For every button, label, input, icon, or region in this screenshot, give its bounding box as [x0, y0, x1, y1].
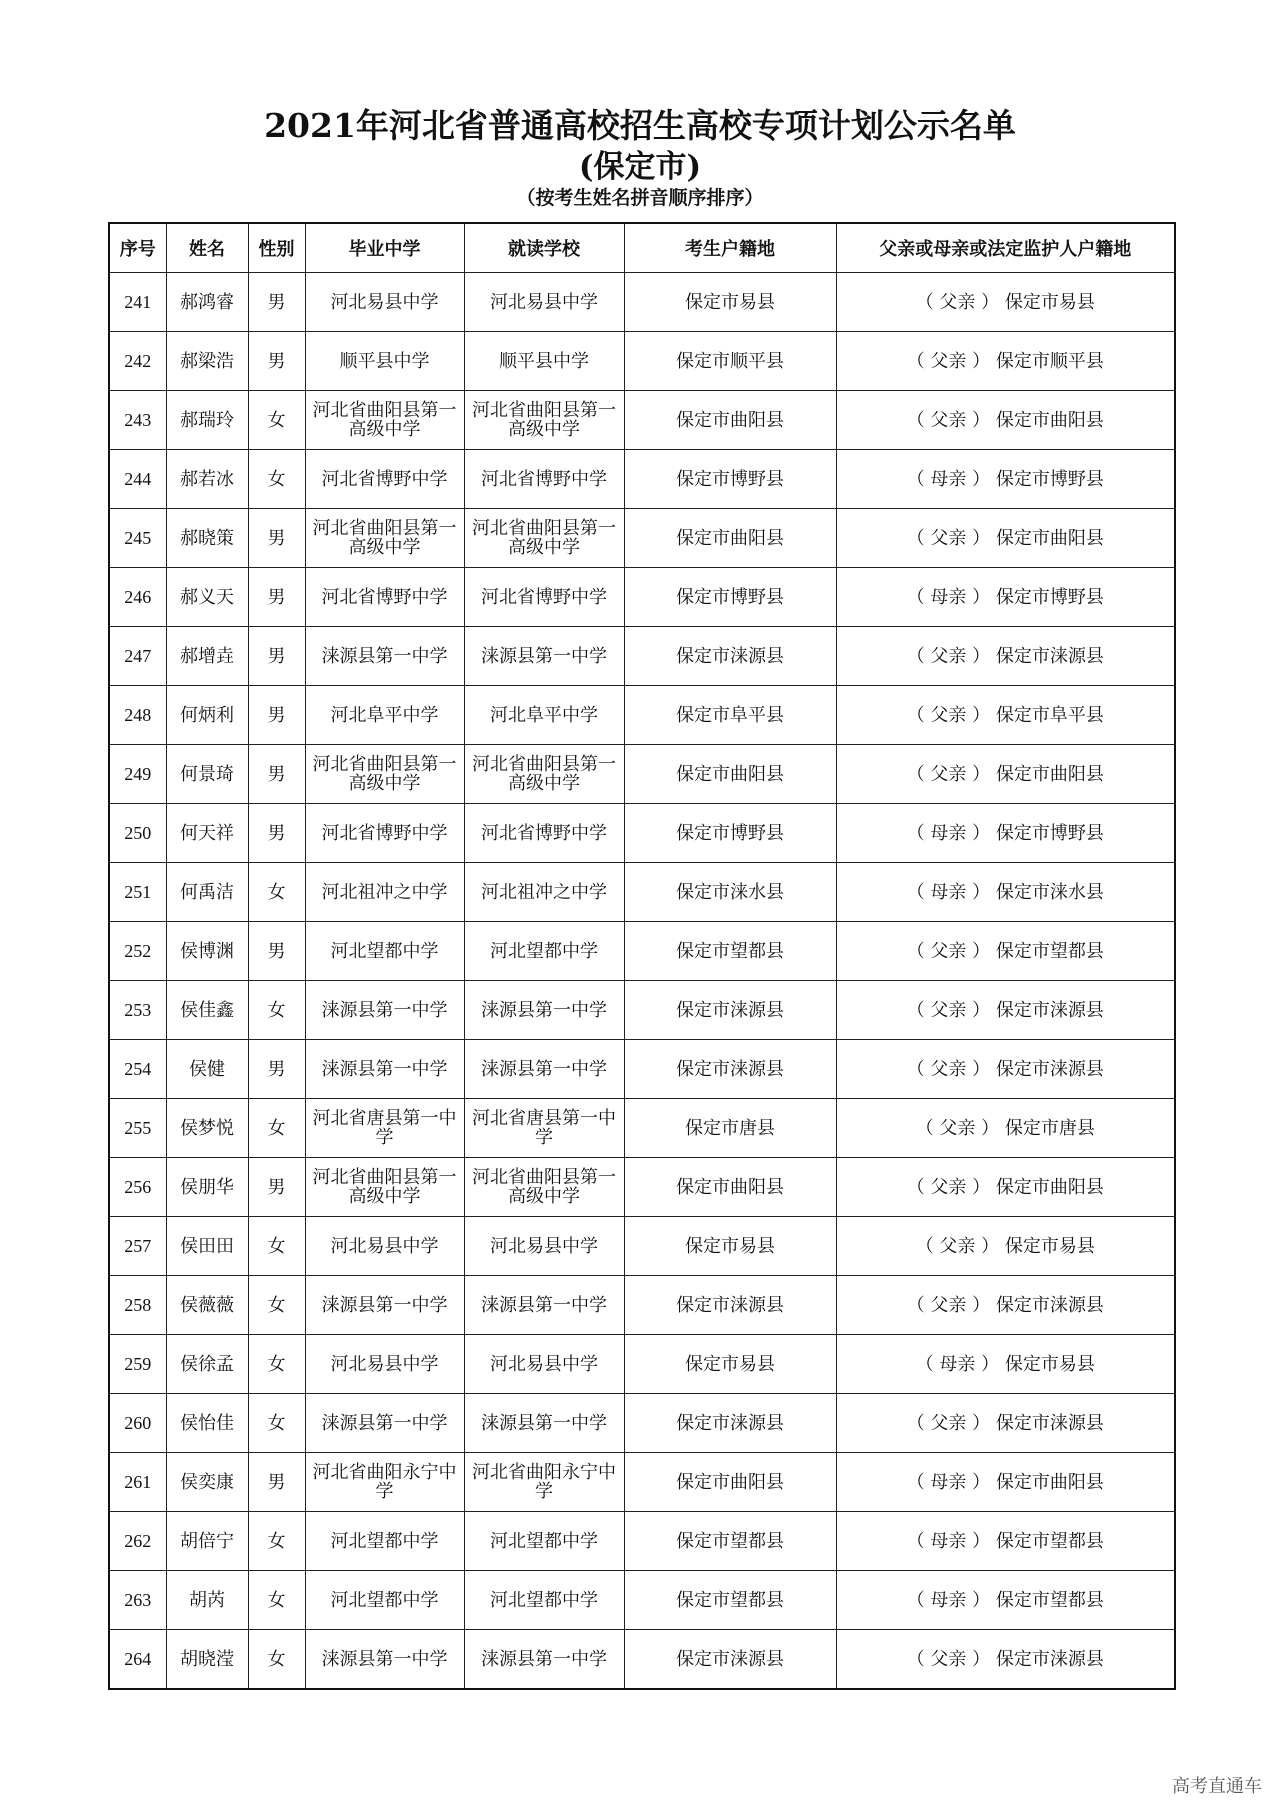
cell-gender: 男 — [248, 627, 305, 686]
cell-index: 261 — [109, 1453, 166, 1512]
cell-current-school: 河北易县中学 — [464, 1335, 624, 1394]
cell-graduation-school: 涞源县第一中学 — [305, 1040, 464, 1099]
cell-gender: 女 — [248, 450, 305, 509]
cell-current-school: 河北望都中学 — [464, 1512, 624, 1571]
cell-guardian-hukou: （ 母亲 ） 保定市望都县 — [836, 1512, 1175, 1571]
cell-guardian-hukou: （ 母亲 ） 保定市易县 — [836, 1335, 1175, 1394]
table-row — [109, 922, 1175, 981]
cell-gender: 女 — [248, 1512, 305, 1571]
cell-gender: 女 — [248, 1571, 305, 1630]
cell-name: 侯奕康 — [166, 1453, 248, 1512]
header-name: 姓名 — [166, 223, 248, 273]
cell-current-school: 涞源县第一中学 — [464, 627, 624, 686]
cell-graduation-school: 河北省博野中学 — [305, 568, 464, 627]
cell-guardian-hukou: （ 母亲 ） 保定市望都县 — [836, 1571, 1175, 1630]
cell-name: 郝义天 — [166, 568, 248, 627]
cell-graduation-school: 河北省曲阳县第一高级中学 — [305, 509, 464, 568]
cell-graduation-school: 河北阜平中学 — [305, 686, 464, 745]
cell-graduation-school: 涞源县第一中学 — [305, 1630, 464, 1690]
cell-student-hukou: 保定市阜平县 — [624, 686, 836, 745]
cell-gender: 男 — [248, 1040, 305, 1099]
cell-student-hukou: 保定市曲阳县 — [624, 509, 836, 568]
cell-index: 253 — [109, 981, 166, 1040]
table-row — [109, 1571, 1175, 1630]
cell-current-school: 河北省唐县第一中学 — [464, 1099, 624, 1158]
cell-student-hukou: 保定市易县 — [624, 273, 836, 332]
cell-student-hukou: 保定市顺平县 — [624, 332, 836, 391]
cell-current-school: 河北阜平中学 — [464, 686, 624, 745]
cell-current-school: 涞源县第一中学 — [464, 1394, 624, 1453]
cell-graduation-school: 河北省博野中学 — [305, 804, 464, 863]
table-row — [109, 568, 1175, 627]
cell-graduation-school: 涞源县第一中学 — [305, 1394, 464, 1453]
cell-gender: 女 — [248, 981, 305, 1040]
cell-index: 241 — [109, 273, 166, 332]
cell-student-hukou: 保定市涞源县 — [624, 981, 836, 1040]
cell-student-hukou: 保定市曲阳县 — [624, 745, 836, 804]
cell-index: 246 — [109, 568, 166, 627]
cell-graduation-school: 河北省曲阳县第一高级中学 — [305, 1158, 464, 1217]
cell-graduation-school: 涞源县第一中学 — [305, 981, 464, 1040]
cell-index: 262 — [109, 1512, 166, 1571]
cell-current-school: 河北省曲阳县第一高级中学 — [464, 1158, 624, 1217]
cell-name: 郝晓策 — [166, 509, 248, 568]
cell-gender: 女 — [248, 1099, 305, 1158]
cell-index: 256 — [109, 1158, 166, 1217]
table-row — [109, 332, 1175, 391]
cell-graduation-school: 河北易县中学 — [305, 1335, 464, 1394]
cell-student-hukou: 保定市唐县 — [624, 1099, 836, 1158]
table-row — [109, 627, 1175, 686]
cell-guardian-hukou: （ 父亲 ） 保定市曲阳县 — [836, 509, 1175, 568]
cell-index: 252 — [109, 922, 166, 981]
header-current-school: 就读学校 — [464, 223, 624, 273]
cell-name: 郝瑞玲 — [166, 391, 248, 450]
cell-student-hukou: 保定市涞水县 — [624, 863, 836, 922]
header-gender: 性别 — [248, 223, 305, 273]
cell-name: 侯健 — [166, 1040, 248, 1099]
cell-graduation-school: 河北望都中学 — [305, 922, 464, 981]
cell-index: 243 — [109, 391, 166, 450]
cell-current-school: 河北望都中学 — [464, 922, 624, 981]
cell-current-school: 河北省曲阳永宁中学 — [464, 1453, 624, 1512]
cell-current-school: 河北祖冲之中学 — [464, 863, 624, 922]
cell-student-hukou: 保定市涞源县 — [624, 1394, 836, 1453]
cell-current-school: 顺平县中学 — [464, 332, 624, 391]
cell-gender: 男 — [248, 509, 305, 568]
cell-current-school: 涞源县第一中学 — [464, 1630, 624, 1690]
cell-guardian-hukou: （ 父亲 ） 保定市曲阳县 — [836, 391, 1175, 450]
cell-name: 侯佳鑫 — [166, 981, 248, 1040]
cell-student-hukou: 保定市曲阳县 — [624, 1453, 836, 1512]
cell-current-school: 河北望都中学 — [464, 1571, 624, 1630]
cell-name: 侯薇薇 — [166, 1276, 248, 1335]
table-header-row — [109, 223, 1175, 273]
cell-graduation-school: 顺平县中学 — [305, 332, 464, 391]
table-row — [109, 1040, 1175, 1099]
cell-current-school: 河北省曲阳县第一高级中学 — [464, 391, 624, 450]
cell-index: 250 — [109, 804, 166, 863]
cell-graduation-school: 河北省曲阳县第一高级中学 — [305, 391, 464, 450]
cell-index: 257 — [109, 1217, 166, 1276]
cell-name: 侯朋华 — [166, 1158, 248, 1217]
cell-index: 242 — [109, 332, 166, 391]
cell-name: 何禹洁 — [166, 863, 248, 922]
cell-gender: 女 — [248, 1394, 305, 1453]
cell-gender: 男 — [248, 804, 305, 863]
cell-guardian-hukou: （ 母亲 ） 保定市博野县 — [836, 568, 1175, 627]
header-index: 序号 — [109, 223, 166, 273]
roster-table — [108, 222, 1176, 1690]
cell-student-hukou: 保定市博野县 — [624, 450, 836, 509]
cell-gender: 女 — [248, 1630, 305, 1690]
cell-student-hukou: 保定市曲阳县 — [624, 391, 836, 450]
cell-name: 郝若冰 — [166, 450, 248, 509]
cell-graduation-school: 河北祖冲之中学 — [305, 863, 464, 922]
watermark-text: 高考直通车 — [1172, 1776, 1262, 1797]
cell-name: 郝鸿睿 — [166, 273, 248, 332]
cell-index: 248 — [109, 686, 166, 745]
table-row — [109, 1158, 1175, 1217]
table-row — [109, 686, 1175, 745]
cell-student-hukou: 保定市涞源县 — [624, 1630, 836, 1690]
document-title: 2021年河北省普通高校招生高校专项计划公示名单 — [264, 106, 1016, 145]
cell-current-school: 河北省曲阳县第一高级中学 — [464, 509, 624, 568]
cell-index: 251 — [109, 863, 166, 922]
cell-graduation-school: 河北省唐县第一中学 — [305, 1099, 464, 1158]
cell-index: 255 — [109, 1099, 166, 1158]
cell-graduation-school: 涞源县第一中学 — [305, 627, 464, 686]
cell-guardian-hukou: （ 父亲 ） 保定市望都县 — [836, 922, 1175, 981]
cell-guardian-hukou: （ 母亲 ） 保定市涞水县 — [836, 863, 1175, 922]
cell-name: 胡倍宁 — [166, 1512, 248, 1571]
table-row — [109, 1335, 1175, 1394]
cell-graduation-school: 河北望都中学 — [305, 1571, 464, 1630]
cell-index: 247 — [109, 627, 166, 686]
cell-name: 侯怡佳 — [166, 1394, 248, 1453]
cell-index: 244 — [109, 450, 166, 509]
cell-student-hukou: 保定市望都县 — [624, 1571, 836, 1630]
cell-guardian-hukou: （ 父亲 ） 保定市阜平县 — [836, 686, 1175, 745]
cell-guardian-hukou: （ 母亲 ） 保定市曲阳县 — [836, 1453, 1175, 1512]
cell-current-school: 河北省曲阳县第一高级中学 — [464, 745, 624, 804]
cell-current-school: 涞源县第一中学 — [464, 1040, 624, 1099]
cell-name: 何天祥 — [166, 804, 248, 863]
cell-student-hukou: 保定市望都县 — [624, 1512, 836, 1571]
cell-gender: 女 — [248, 1217, 305, 1276]
cell-guardian-hukou: （ 父亲 ） 保定市易县 — [836, 1217, 1175, 1276]
table-row — [109, 391, 1175, 450]
table-row — [109, 1394, 1175, 1453]
cell-guardian-hukou: （ 父亲 ） 保定市顺平县 — [836, 332, 1175, 391]
cell-guardian-hukou: （ 父亲 ） 保定市涞源县 — [836, 627, 1175, 686]
cell-index: 258 — [109, 1276, 166, 1335]
cell-index: 260 — [109, 1394, 166, 1453]
cell-guardian-hukou: （ 父亲 ） 保定市涞源县 — [836, 1040, 1175, 1099]
table-body — [109, 273, 1175, 1690]
header-guardian-hukou: 父亲或母亲或法定监护人户籍地 — [836, 223, 1175, 273]
cell-current-school: 河北省博野中学 — [464, 804, 624, 863]
cell-index: 263 — [109, 1571, 166, 1630]
cell-name: 侯博渊 — [166, 922, 248, 981]
cell-name: 何景琦 — [166, 745, 248, 804]
cell-graduation-school: 河北省博野中学 — [305, 450, 464, 509]
cell-gender: 女 — [248, 1276, 305, 1335]
cell-current-school: 河北易县中学 — [464, 273, 624, 332]
table-row — [109, 804, 1175, 863]
table-row — [109, 1630, 1175, 1690]
cell-student-hukou: 保定市涞源县 — [624, 1276, 836, 1335]
cell-index: 259 — [109, 1335, 166, 1394]
cell-gender: 男 — [248, 745, 305, 804]
cell-name: 侯田田 — [166, 1217, 248, 1276]
cell-guardian-hukou: （ 父亲 ） 保定市涞源县 — [836, 1630, 1175, 1690]
cell-student-hukou: 保定市曲阳县 — [624, 1158, 836, 1217]
cell-current-school: 涞源县第一中学 — [464, 981, 624, 1040]
cell-guardian-hukou: （ 父亲 ） 保定市唐县 — [836, 1099, 1175, 1158]
cell-name: 胡芮 — [166, 1571, 248, 1630]
cell-gender: 男 — [248, 922, 305, 981]
cell-guardian-hukou: （ 父亲 ） 保定市涞源县 — [836, 1276, 1175, 1335]
cell-gender: 女 — [248, 1335, 305, 1394]
table-row — [109, 745, 1175, 804]
cell-name: 侯徐孟 — [166, 1335, 248, 1394]
cell-current-school: 河北易县中学 — [464, 1217, 624, 1276]
cell-guardian-hukou: （ 父亲 ） 保定市曲阳县 — [836, 745, 1175, 804]
table-row — [109, 1276, 1175, 1335]
cell-graduation-school: 河北望都中学 — [305, 1512, 464, 1571]
table-row — [109, 273, 1175, 332]
cell-current-school: 涞源县第一中学 — [464, 1276, 624, 1335]
cell-gender: 男 — [248, 686, 305, 745]
cell-student-hukou: 保定市望都县 — [624, 922, 836, 981]
cell-student-hukou: 保定市易县 — [624, 1217, 836, 1276]
cell-graduation-school: 涞源县第一中学 — [305, 1276, 464, 1335]
cell-graduation-school: 河北易县中学 — [305, 273, 464, 332]
cell-guardian-hukou: （ 父亲 ） 保定市曲阳县 — [836, 1158, 1175, 1217]
cell-graduation-school: 河北省曲阳永宁中学 — [305, 1453, 464, 1512]
table-row — [109, 1099, 1175, 1158]
cell-name: 郝增垚 — [166, 627, 248, 686]
cell-graduation-school: 河北省曲阳县第一高级中学 — [305, 745, 464, 804]
cell-current-school: 河北省博野中学 — [464, 568, 624, 627]
cell-student-hukou: 保定市博野县 — [624, 804, 836, 863]
cell-gender: 男 — [248, 332, 305, 391]
cell-name: 郝梁浩 — [166, 332, 248, 391]
cell-student-hukou: 保定市涞源县 — [624, 627, 836, 686]
cell-name: 何炳利 — [166, 686, 248, 745]
cell-gender: 男 — [248, 568, 305, 627]
table-row — [109, 981, 1175, 1040]
cell-guardian-hukou: （ 父亲 ） 保定市涞源县 — [836, 981, 1175, 1040]
table-row — [109, 450, 1175, 509]
cell-name: 胡晓滢 — [166, 1630, 248, 1690]
cell-current-school: 河北省博野中学 — [464, 450, 624, 509]
table-row — [109, 1512, 1175, 1571]
cell-index: 249 — [109, 745, 166, 804]
cell-index: 264 — [109, 1630, 166, 1690]
cell-gender: 男 — [248, 273, 305, 332]
cell-graduation-school: 河北易县中学 — [305, 1217, 464, 1276]
cell-guardian-hukou: （ 父亲 ） 保定市涞源县 — [836, 1394, 1175, 1453]
table-row — [109, 1453, 1175, 1512]
sort-note: （按考生姓名拼音顺序排序） — [516, 187, 764, 209]
table-row — [109, 863, 1175, 922]
cell-gender: 男 — [248, 1453, 305, 1512]
cell-name: 侯梦悦 — [166, 1099, 248, 1158]
cell-student-hukou: 保定市易县 — [624, 1335, 836, 1394]
cell-guardian-hukou: （ 父亲 ） 保定市易县 — [836, 273, 1175, 332]
header-student-hukou: 考生户籍地 — [624, 223, 836, 273]
cell-index: 254 — [109, 1040, 166, 1099]
cell-gender: 男 — [248, 1158, 305, 1217]
cell-gender: 女 — [248, 391, 305, 450]
cell-guardian-hukou: （ 母亲 ） 保定市博野县 — [836, 804, 1175, 863]
header-graduation-school: 毕业中学 — [305, 223, 464, 273]
cell-student-hukou: 保定市博野县 — [624, 568, 836, 627]
cell-index: 245 — [109, 509, 166, 568]
cell-student-hukou: 保定市涞源县 — [624, 1040, 836, 1099]
table-row — [109, 1217, 1175, 1276]
cell-guardian-hukou: （ 母亲 ） 保定市博野县 — [836, 450, 1175, 509]
document-subtitle-city: (保定市) — [578, 149, 702, 185]
cell-gender: 女 — [248, 863, 305, 922]
table-row — [109, 509, 1175, 568]
